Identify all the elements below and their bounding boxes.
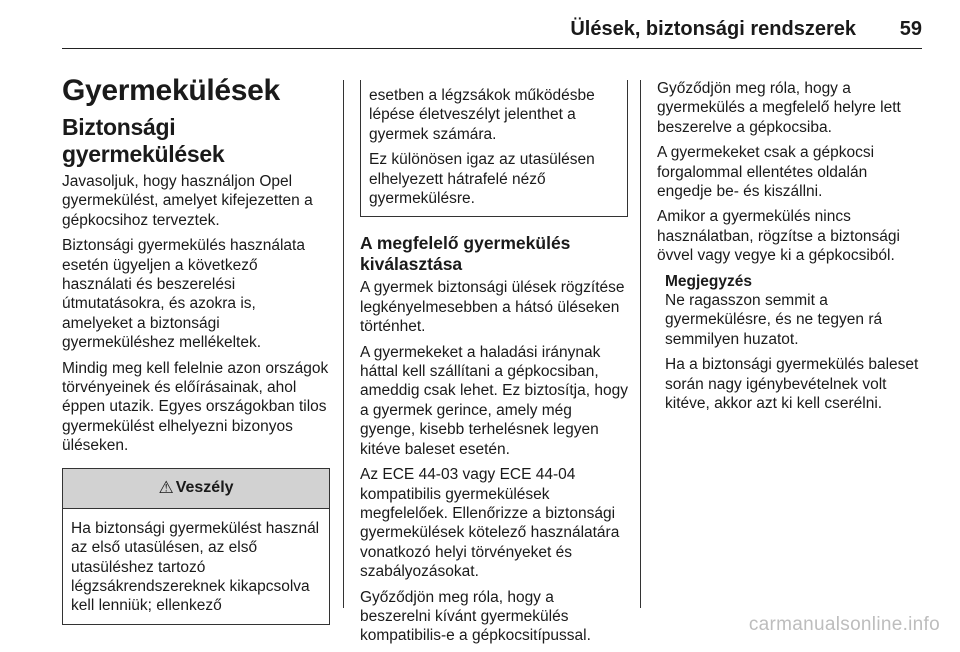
warning-icon: ⚠ <box>158 478 174 498</box>
paragraph: Győződjön meg róla, hogy a beszerelni kívánt gyermekülés kompatibilis-e a gépkocsitípussal. <box>360 588 591 645</box>
section-title: Gyermekülések <box>62 74 280 107</box>
column-divider-1 <box>343 80 344 608</box>
danger-header <box>63 469 329 509</box>
paragraph: A gyermek biztonsági ülések rögzítése legkényelmesebben a hátsó üléseken történhet. <box>360 279 625 336</box>
paragraph: Mindig meg kell felelnie azon országok törvényeinek és előírásainak, ahol éppen utazik. Egyes országokban tilos gyermekülést elhelyezni bizonyos üléseken. <box>62 359 329 455</box>
subsection-title: A megfelelő gyermekülés kiválasztása <box>360 233 571 275</box>
note-text: Ne ragasszon semmit a gyermekülésre, és ne tegyen rá semmilyen huzatot. <box>665 292 883 348</box>
paragraph: A gyermekeket a haladási iránynak háttal kell szállítani a gépkocsiban, ameddig csak lehet. Ez biztosítja, hogy a gyermek gerince, amely még gyenge, kisebb terhelésnek legyen kitéve baleset esetén. <box>360 343 628 458</box>
header-title: Ülések, biztonsági rendszerek <box>570 18 856 40</box>
column-divider-2 <box>640 80 641 608</box>
danger-title: Veszély <box>175 479 234 497</box>
paragraph: Biztonsági gyermekülés használata esetén ügyeljen a következő használati és beszerelési útmutatásokra, és azokra is, amelyeket a biztonsági gyermeküléshez mellékeltek. <box>62 237 305 352</box>
paragraph: Az ECE 44-03 vagy ECE 44-04 kompatibilis gyermekülések megfelelőek. Ellenőrizze a biztonsági gyermekülések kötelező használatára vonatkozó helyi törvényeket és szabályozásokat. <box>360 466 620 581</box>
column-1 <box>62 62 330 625</box>
subsection-title: Biztonsági gyermekülések <box>62 114 225 167</box>
danger-text: Ez különösen igaz az utasülésen elhelyezett hátrafelé néző gyermekülésre. <box>369 151 595 208</box>
column-2 <box>360 80 628 652</box>
paragraph: Győződjön meg róla, hogy a gyermekülés a megfelelő helyre lett beszerelve a gépkocsiba. <box>657 80 901 136</box>
paragraph: A gyermekeket csak a gépkocsi forgalommal ellentétes oldalán engedje be- és kiszállni. <box>657 144 875 201</box>
danger-text: esetben a légzsákok működésbe lépése életveszélyt jelenthet a gyermek számára. <box>369 87 595 143</box>
note-block <box>657 272 925 414</box>
paragraph: Javasoljuk, hogy használjon Opel gyermekülést, amelyet kifejezetten a gépkocsihoz terveztek. <box>62 173 313 229</box>
column-3 <box>657 79 925 420</box>
paragraph: Amikor a gyermekülés nincs használatban, rögzítse a biztonsági övvel vagy vegye ki a gépkocsiból. <box>657 208 900 265</box>
danger-box-continued <box>360 80 628 217</box>
page-header <box>62 14 922 49</box>
note-title: Megjegyzés <box>665 272 753 290</box>
watermark: carmanualsonline.info <box>748 614 940 635</box>
danger-box <box>62 468 330 625</box>
page-number: 59 <box>899 18 922 40</box>
danger-text: Ha biztonsági gyermekülést használ az első utasülésen, az első utasüléshez tartozó légzsákrendszereknek kikapcsolva kell lenniük; ellenkező <box>71 519 320 615</box>
note-text: Ha a biztonsági gyermekülés baleset során nagy igénybevételnek volt kitéve, akkor azt ki kell cserélni. <box>665 356 919 413</box>
